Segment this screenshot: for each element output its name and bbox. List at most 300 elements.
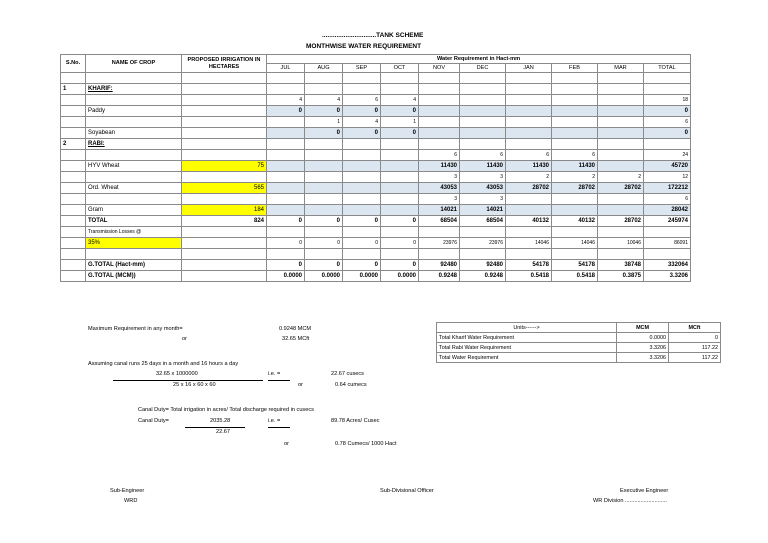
cell-area [182, 249, 267, 260]
cell-value: 0 [343, 238, 381, 249]
cell-value: 0 [305, 238, 343, 249]
cell-sno [61, 271, 86, 282]
cell-crop [86, 194, 182, 205]
cell-value [343, 73, 381, 84]
scheme-title: ..............................TANK SCHEME [322, 32, 424, 39]
cell-value [506, 73, 552, 84]
cell-value [460, 117, 506, 128]
summary-cell-mcft: 117.22 [669, 343, 721, 353]
cell-value: 4 [381, 95, 419, 106]
cell-value: 245974 [644, 216, 691, 227]
cell-value [419, 249, 460, 260]
cell-value [305, 183, 343, 194]
cell-value: 0 [343, 260, 381, 271]
cell-value: 54178 [552, 260, 598, 271]
cell-value: 43053 [460, 183, 506, 194]
cell-value [343, 84, 381, 95]
table-row [61, 271, 691, 282]
cell-value: 172212 [644, 183, 691, 194]
cell-value [506, 117, 552, 128]
cell-value: 23976 [460, 238, 506, 249]
cell-value [598, 84, 644, 95]
cell-value [305, 73, 343, 84]
max-req-mcm: 0.9248 MCM [279, 326, 312, 332]
wrd-label: WRD [124, 498, 138, 504]
cell-value: 28702 [506, 183, 552, 194]
cell-value: 0 [381, 238, 419, 249]
cell-value [343, 172, 381, 183]
cell-value: 0.9248 [419, 271, 460, 282]
cell-crop: Soyabean [86, 128, 182, 139]
col-header-mcft: MCft [669, 323, 721, 333]
cell-value: 0 [381, 106, 419, 117]
cell-value [419, 117, 460, 128]
cell-value: 0 [343, 106, 381, 117]
cell-sno: 1 [61, 84, 86, 95]
month-header-dec: DEC [460, 64, 506, 73]
cell-value [381, 194, 419, 205]
underline [268, 380, 290, 381]
cell-value [598, 205, 644, 216]
cell-value [305, 227, 343, 238]
cell-value [305, 161, 343, 172]
cell-value [305, 249, 343, 260]
cell-value [343, 249, 381, 260]
cell-value: 14021 [419, 205, 460, 216]
cell-value [381, 84, 419, 95]
cell-value: 40132 [506, 216, 552, 227]
cell-sno [61, 238, 86, 249]
cell-value: 332064 [644, 260, 691, 271]
cell-value [506, 106, 552, 117]
cell-value: 28702 [598, 216, 644, 227]
cell-value [305, 205, 343, 216]
cell-crop: G.TOTAL (Hact-mm) [86, 260, 182, 271]
cell-value: 6 [552, 150, 598, 161]
cell-value [381, 249, 419, 260]
cell-area: 75 [182, 161, 267, 172]
cell-value: 0.0000 [381, 271, 419, 282]
duty-denominator: 22.67 [216, 429, 230, 435]
cell-value [267, 128, 305, 139]
cell-value: 6 [343, 95, 381, 106]
cell-value: 28702 [598, 183, 644, 194]
cell-value [267, 194, 305, 205]
cell-value [267, 249, 305, 260]
executive-engineer-label: Executive Engineer [620, 488, 669, 494]
cell-value [552, 227, 598, 238]
cell-value [644, 139, 691, 150]
cell-value [343, 139, 381, 150]
cell-value [343, 150, 381, 161]
cell-value: 11430 [506, 161, 552, 172]
summary-table [436, 322, 721, 363]
cell-value [552, 249, 598, 260]
cell-value: 0 [381, 260, 419, 271]
or-label: or [182, 336, 187, 342]
cell-value: 45720 [644, 161, 691, 172]
cell-value: 0 [381, 216, 419, 227]
col-header-area: PROPOSED IRRIGATION IN HECTARES [182, 55, 267, 73]
cell-value [598, 95, 644, 106]
numerator: 32.65 x 1000000 [156, 371, 198, 377]
denominator: 25 x 16 x 60 x 60 [173, 382, 216, 388]
summary-cell-label: Total Kharif Water Requirement [437, 333, 617, 343]
ie-label: i.e. = [268, 418, 281, 424]
cell-value: 2 [552, 172, 598, 183]
table-row [61, 205, 691, 216]
cell-sno [61, 183, 86, 194]
cell-crop: Ord. Wheat [86, 183, 182, 194]
cell-value [343, 194, 381, 205]
cell-value: 92480 [460, 260, 506, 271]
table-row [61, 194, 691, 205]
canal-duty-label: Canal Duty= [138, 418, 169, 424]
cell-area [182, 73, 267, 84]
cell-crop: RABI: [86, 139, 182, 150]
cell-crop [86, 117, 182, 128]
cell-value: 3 [419, 194, 460, 205]
cell-area [182, 238, 267, 249]
month-header-nov: NOV [419, 64, 460, 73]
cell-value [381, 227, 419, 238]
month-header-jan: JAN [506, 64, 552, 73]
cell-value [381, 172, 419, 183]
summary-cell-mcft: 0 [669, 333, 721, 343]
cell-value: 1 [381, 117, 419, 128]
cell-value [460, 84, 506, 95]
cell-value: 0.0000 [343, 271, 381, 282]
cell-value [419, 106, 460, 117]
cell-value [644, 73, 691, 84]
summary-row [437, 353, 721, 363]
cell-value: 0 [343, 128, 381, 139]
cell-value [552, 205, 598, 216]
cell-sno [61, 172, 86, 183]
cell-crop: 35% [86, 238, 182, 249]
sdo-label: Sub-Divisional Officer [380, 488, 434, 494]
cell-value [552, 95, 598, 106]
sub-engineer-label: Sub-Engineer [110, 488, 145, 494]
table-row [61, 95, 691, 106]
max-req-mcft: 32.65 MCft [282, 336, 310, 342]
table-row [61, 249, 691, 260]
summary-row [437, 333, 721, 343]
cell-sno [61, 73, 86, 84]
cell-value: 0.9248 [460, 271, 506, 282]
cell-value [506, 249, 552, 260]
month-header-aug: AUG [305, 64, 343, 73]
duty-acres-value: 89.78 Acres/ Cusec [331, 418, 380, 424]
cell-value [305, 84, 343, 95]
cell-crop: G.TOTAL (MCM)) [86, 271, 182, 282]
summary-cell-mcft: 117.22 [669, 353, 721, 363]
month-header-total: TOTAL [644, 64, 691, 73]
cell-value [598, 139, 644, 150]
table-row [61, 106, 691, 117]
cell-value: 0.0000 [267, 271, 305, 282]
cell-value [267, 73, 305, 84]
cell-value [419, 139, 460, 150]
cell-value: 4 [267, 95, 305, 106]
cell-value [419, 227, 460, 238]
cell-crop [86, 172, 182, 183]
cell-value: 24 [644, 150, 691, 161]
col-header-mcm: MCM [617, 323, 669, 333]
cell-value [381, 150, 419, 161]
cell-value: 0 [267, 106, 305, 117]
cell-crop [86, 249, 182, 260]
cell-sno [61, 161, 86, 172]
cell-value [305, 172, 343, 183]
cell-value [305, 194, 343, 205]
cell-value [419, 128, 460, 139]
cell-value [419, 73, 460, 84]
cell-value: 0 [305, 106, 343, 117]
cell-value [419, 84, 460, 95]
cell-value [598, 194, 644, 205]
summary-cell-mcm: 0.0000 [617, 333, 669, 343]
cell-crop: TOTAL [86, 216, 182, 227]
cell-value [381, 205, 419, 216]
cell-value: 92480 [419, 260, 460, 271]
cell-value [267, 161, 305, 172]
cell-crop: KHARIF: [86, 84, 182, 95]
cell-value: 1 [305, 117, 343, 128]
cell-value [460, 73, 506, 84]
cell-sno [61, 150, 86, 161]
cell-value [598, 117, 644, 128]
cell-value [381, 161, 419, 172]
cell-value: 3 [460, 172, 506, 183]
wr-division-label: WR Division ........................... [593, 498, 667, 504]
water-req-header: Water Requirement in Hact-mm [267, 55, 691, 64]
cell-crop: Transmission Losses @ [86, 227, 182, 238]
cell-value [644, 249, 691, 260]
table-row [61, 227, 691, 238]
summary-cell-label: Total Water Requirement [437, 353, 617, 363]
cell-area [182, 271, 267, 282]
cell-crop: HYV Wheat [86, 161, 182, 172]
cell-value: 11430 [419, 161, 460, 172]
summary-cell-mcm: 3.3206 [617, 353, 669, 363]
cell-value [552, 84, 598, 95]
cell-value: 2 [598, 172, 644, 183]
cell-value [460, 106, 506, 117]
water-requirement-table [60, 54, 691, 282]
cell-value: 0.5418 [552, 271, 598, 282]
units-label: Units------> [437, 323, 617, 333]
cell-value [305, 150, 343, 161]
cell-value [267, 117, 305, 128]
month-header-feb: FEB [552, 64, 598, 73]
cell-value: 23976 [419, 238, 460, 249]
assumption-text: Assuming canal runs 25 days in a month and 16 hours a day [88, 361, 239, 367]
table-row [61, 216, 691, 227]
table-row [61, 84, 691, 95]
month-header-oct: OCT [381, 64, 419, 73]
cell-value: 18 [644, 95, 691, 106]
cell-value [644, 84, 691, 95]
or-label: or [284, 441, 289, 447]
cell-area [182, 84, 267, 95]
cell-value [267, 205, 305, 216]
cell-value [506, 95, 552, 106]
cell-value: 43053 [419, 183, 460, 194]
cell-value: 10046 [598, 238, 644, 249]
cell-value: 14046 [506, 238, 552, 249]
cell-value [460, 139, 506, 150]
cell-value [552, 106, 598, 117]
cell-value: 54178 [506, 260, 552, 271]
cell-value: 4 [305, 95, 343, 106]
cell-sno [61, 95, 86, 106]
cell-value [267, 139, 305, 150]
summary-row [437, 343, 721, 353]
cell-value [598, 150, 644, 161]
cell-value [598, 227, 644, 238]
cell-sno [61, 227, 86, 238]
cell-value: 0 [644, 106, 691, 117]
cell-value: 2 [506, 172, 552, 183]
cell-value: 11430 [552, 161, 598, 172]
cell-value [343, 183, 381, 194]
table-row [61, 260, 691, 271]
cell-value [267, 183, 305, 194]
cell-value [460, 227, 506, 238]
cell-sno [61, 194, 86, 205]
cell-value [506, 84, 552, 95]
fraction-line [185, 427, 245, 428]
col-header-crop: NAME OF CROP [86, 55, 182, 73]
cell-value: 68504 [460, 216, 506, 227]
cell-sno [61, 106, 86, 117]
cell-value: 14021 [460, 205, 506, 216]
cell-area [182, 139, 267, 150]
cell-value: 4 [343, 117, 381, 128]
table-row [61, 172, 691, 183]
cell-value: 12 [644, 172, 691, 183]
cell-sno [61, 249, 86, 260]
table-row [61, 238, 691, 249]
cell-crop: Paddy [86, 106, 182, 117]
cell-value: 6 [506, 150, 552, 161]
summary-cell-mcm: 3.3206 [617, 343, 669, 353]
cell-value [267, 84, 305, 95]
cell-value [552, 128, 598, 139]
cell-sno [61, 128, 86, 139]
cell-value: 3 [460, 194, 506, 205]
page-subtitle: MONTHWISE WATER REQUIREMENT [306, 43, 422, 50]
cell-sno [61, 117, 86, 128]
cell-value [343, 161, 381, 172]
table-row [61, 73, 691, 84]
summary-cell-label: Total Rabi Water Requirement [437, 343, 617, 353]
cell-value [552, 117, 598, 128]
cell-value: 14046 [552, 238, 598, 249]
cell-value: 0.3875 [598, 271, 644, 282]
cell-value [419, 95, 460, 106]
cell-value [644, 227, 691, 238]
month-header-sep: SEP [343, 64, 381, 73]
month-header-jul: JUL [267, 64, 305, 73]
cell-value [506, 194, 552, 205]
cell-value [267, 150, 305, 161]
cell-value: 3 [419, 172, 460, 183]
cell-value: 0.0000 [305, 271, 343, 282]
cell-crop [86, 73, 182, 84]
month-header-mar: MAR [598, 64, 644, 73]
cell-value: 0 [644, 128, 691, 139]
cell-value: 11430 [460, 161, 506, 172]
cell-value: 0 [343, 216, 381, 227]
cell-value [598, 161, 644, 172]
cell-value [305, 139, 343, 150]
cell-area [182, 194, 267, 205]
cell-area: 565 [182, 183, 267, 194]
cell-crop: Gram [86, 205, 182, 216]
cell-crop [86, 150, 182, 161]
cell-value [552, 194, 598, 205]
duty-cumecs-value: 0.78 Cumecs/ 1000 Hact [335, 441, 397, 447]
cell-value [598, 106, 644, 117]
cell-value: 0.5418 [506, 271, 552, 282]
cell-value [460, 95, 506, 106]
cell-value: 40132 [552, 216, 598, 227]
table-row [61, 117, 691, 128]
cell-sno [61, 216, 86, 227]
cell-value: 3.3206 [644, 271, 691, 282]
cell-value [598, 249, 644, 260]
max-req-label: Maximum Requirement in any month= [88, 326, 183, 332]
cell-value: 0 [267, 216, 305, 227]
cell-value [267, 172, 305, 183]
fraction-line [113, 380, 263, 381]
cell-area [182, 95, 267, 106]
cell-value: 28042 [644, 205, 691, 216]
cell-value: 6 [644, 194, 691, 205]
cell-value [460, 128, 506, 139]
table-row [61, 128, 691, 139]
cell-value [506, 139, 552, 150]
cell-value: 6 [460, 150, 506, 161]
cell-value: 0 [305, 128, 343, 139]
cell-crop [86, 95, 182, 106]
cell-value: 68504 [419, 216, 460, 227]
cell-value: 28702 [552, 183, 598, 194]
cell-value [381, 73, 419, 84]
cell-value [267, 227, 305, 238]
cumecs-value: 0.64 cumecs [335, 382, 367, 388]
table-row [61, 183, 691, 194]
cell-value: 0 [267, 260, 305, 271]
cell-area [182, 172, 267, 183]
cell-sno [61, 260, 86, 271]
cell-value: 0 [305, 260, 343, 271]
cell-value [598, 128, 644, 139]
cell-value [343, 205, 381, 216]
table-row [61, 161, 691, 172]
cell-area [182, 106, 267, 117]
cell-area [182, 260, 267, 271]
col-header-sno: S.No. [61, 55, 86, 73]
cell-value [552, 139, 598, 150]
cell-area: 184 [182, 205, 267, 216]
cell-sno: 2 [61, 139, 86, 150]
cell-value [460, 249, 506, 260]
cell-value: 86091 [644, 238, 691, 249]
underline [268, 427, 290, 428]
